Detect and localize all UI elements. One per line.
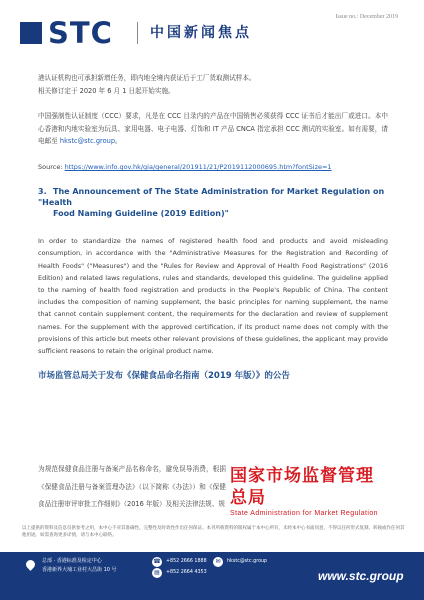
ccc-text: 中国强制性认证制度（CCC）要求，凡是在 CCC 目录内的产品在中国销售必须获得 CCC 证书后才能出厂或进口。本中心香港和内地实验室为玩具、家用电器、电子电器、灯饰和 IT 产品 CNCA 指定承担 CCC 测试的实验室。如有需要，请电邮至 [38,112,388,146]
cn-line-2: 相关修订定于 2020 年 6 月 1 日起开始实施。 [38,86,175,95]
cn-paragraph-1 [38,72,388,97]
section-heading [38,186,388,219]
footer-phone: +852 2666 1888 [166,559,207,564]
issue-number: Issue no.: December 2019 [335,14,398,20]
footer-office: 总部 · 香港标准及检定中心 [42,558,102,564]
footer [0,552,424,600]
section-number: 3. [38,187,47,197]
footer-address: 香港新界大埔工业村大昌街 10 号 [42,567,117,573]
email-link[interactable]: hkstc@stc.group [59,137,116,146]
source-link[interactable]: https://www.info.gov.hk/gia/general/201911/21/P2019112000695.htm?fontSize=1 [64,162,332,171]
footer-email[interactable]: hkstc@stc.group [227,559,268,564]
ccc-text-end: 。 [115,137,122,146]
source-line [38,161,388,173]
stc-logo-text: STC [48,16,113,50]
cn-section-heading: 市场监管总局关于发布《保健食品命名指南（2019 年版）》的公告 [38,371,290,382]
disclaimer: 以上提供的资料及信息仅供参考之用，本中心不对其准确性、完整性及时效性作出任何保证。本刊所载资料的版权属于本中心所有，未经本中心书面同意，不得以任何形式复制、转载或作任何其他用途。如需查询更多详情，请与本中心联络。 [22,526,405,538]
source-label: Source: [38,162,65,171]
english-paragraph: In order to standardize the names of registered health food and products and avoid misleading consumption, in accordance with the "Administrative Measures for the Registration and Recording of Health Foods" ("Measures") and the "Rules for Review and Approval of Health Food Registrations" (2016 Edition) and related laws regulations, rules and standards, developed this guideline. The guideline applied to the naming of health food registration and products in the People's Republic of China. The content includes the composition of naming supplement, the basic principles for naming supplement, the name that cannot contain supplement content, the requirements for the declaration and review of supplement names. For the supplement with the approved certification, if its product name does not comply with the provisions of this article but meets other relevant provisions of these guidelines, the applicant may provide sufficient reasons to retain the original product name. [38,237,388,355]
footer-fax: +852 2664 4353 [166,570,207,575]
mail-icon: ✉ [213,557,223,567]
cn-paragraph-2: 为规范保健食品注册与备案产品名称命名，避免误导消费，根据《保健食品注册与备案管理办法》（以下简称《办法》）和《保健食品注册审评审批工作细则》（2016 年版）及相关法律法规、规 [38,465,226,508]
stc-logo-mark [20,22,42,44]
footer-website[interactable]: www.stc.group [318,569,404,583]
cn-body-block [38,461,226,514]
fax-icon: ▤ [152,568,162,578]
samr-logo-cn: 国家市场监督管理总局 [230,466,374,508]
ccc-paragraph [38,110,388,148]
header-divider [137,22,138,44]
section-title-line-2: Food Naming Guideline (2019 Edition)" [53,209,229,219]
pin-icon [24,558,37,571]
samr-logo [230,465,390,525]
main-content [38,72,388,382]
phone-icon: ☎ [153,558,161,565]
page-title: 中国新闻焦点 [150,25,252,41]
cn-line-1: 港认证机构也可承担新增任务，即内地全境内获证后于工厂货取测试样本。 [38,74,256,82]
header [0,0,424,62]
samr-logo-en: State Administration for Market Regulation [230,510,378,517]
section-title-line-1: The Announcement of The State Administration for Market Regulation on "Health [38,187,385,208]
